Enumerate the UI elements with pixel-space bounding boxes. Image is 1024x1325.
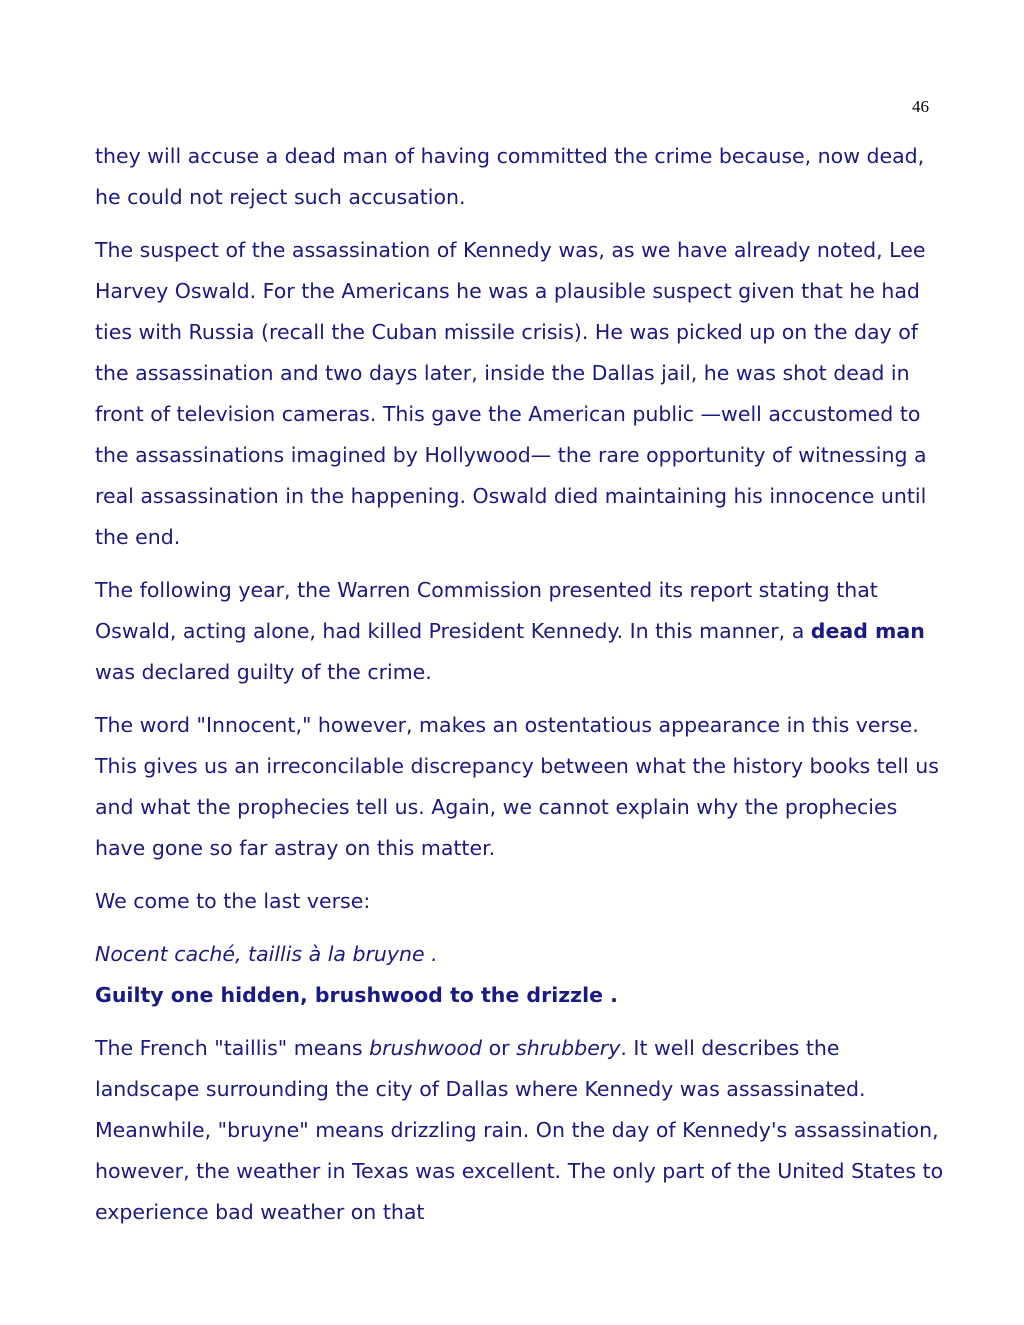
paragraph-5: We come to the last verse:: [95, 889, 371, 913]
shrubbery-italic-text: shrubbery: [516, 1036, 621, 1060]
dead-man-bold-text: dead man: [810, 619, 925, 643]
paragraph-3: [95, 570, 945, 693]
paragraph-6-part-3: . It well describes the landscape surrounding the city of Dallas where Kennedy was assassinated. Meanwhile, "bruyne" means drizzling rain. On the day of Kennedy's assassination, however, the weather in Texas was excellent. The only part of the United States to experience bad weather on that: [95, 1036, 944, 1224]
paragraph-4: The word "Innocent," however, makes an ostentatious appearance in this verse. This gives us an irreconcilable discrepancy between what the history books tell us and what the prophecies tell us. Again, we cannot explain why the prophecies have gone so far astray on this matter.: [95, 713, 939, 860]
document-body: [95, 136, 945, 1245]
paragraph-2: The suspect of the assassination of Kennedy was, as we have already noted, Lee Harvey Oswald. For the Americans he was a plausible suspect given that he had ties with Russia (recall the Cuban missile crisis). He was picked up on the day of the assassination and two days later, inside the Dallas jail, he was shot dead in front of television cameras. This gave the American public —well accustomed to the assassinations imagined by Hollywood— the rare opportunity of witnessing a real assassination in the happening. Oswald died maintaining his innocence until the end.: [95, 238, 927, 549]
paragraph-3-text-after: was declared guilty of the crime.: [95, 660, 432, 684]
paragraph-6: [95, 1028, 945, 1233]
page-number: 46: [912, 97, 929, 116]
brushwood-italic-text: brushwood: [369, 1036, 483, 1060]
paragraph-1: they will accuse a dead man of having committed the crime because, now dead, he could not reject such accusation.: [95, 144, 925, 209]
paragraph-6-part-1: The French "taillis" means: [95, 1036, 370, 1060]
paragraph-3-text-before: The following year, the Warren Commission presented its report stating that Oswald, acting alone, had killed President Kennedy. In this manner, a: [95, 578, 878, 643]
paragraph-6-part-2: or: [482, 1036, 517, 1060]
verse-french: Nocent caché, taillis à la bruyne .: [95, 942, 438, 966]
verse-english: Guilty one hidden, brushwood to the drizzle .: [95, 983, 618, 1007]
